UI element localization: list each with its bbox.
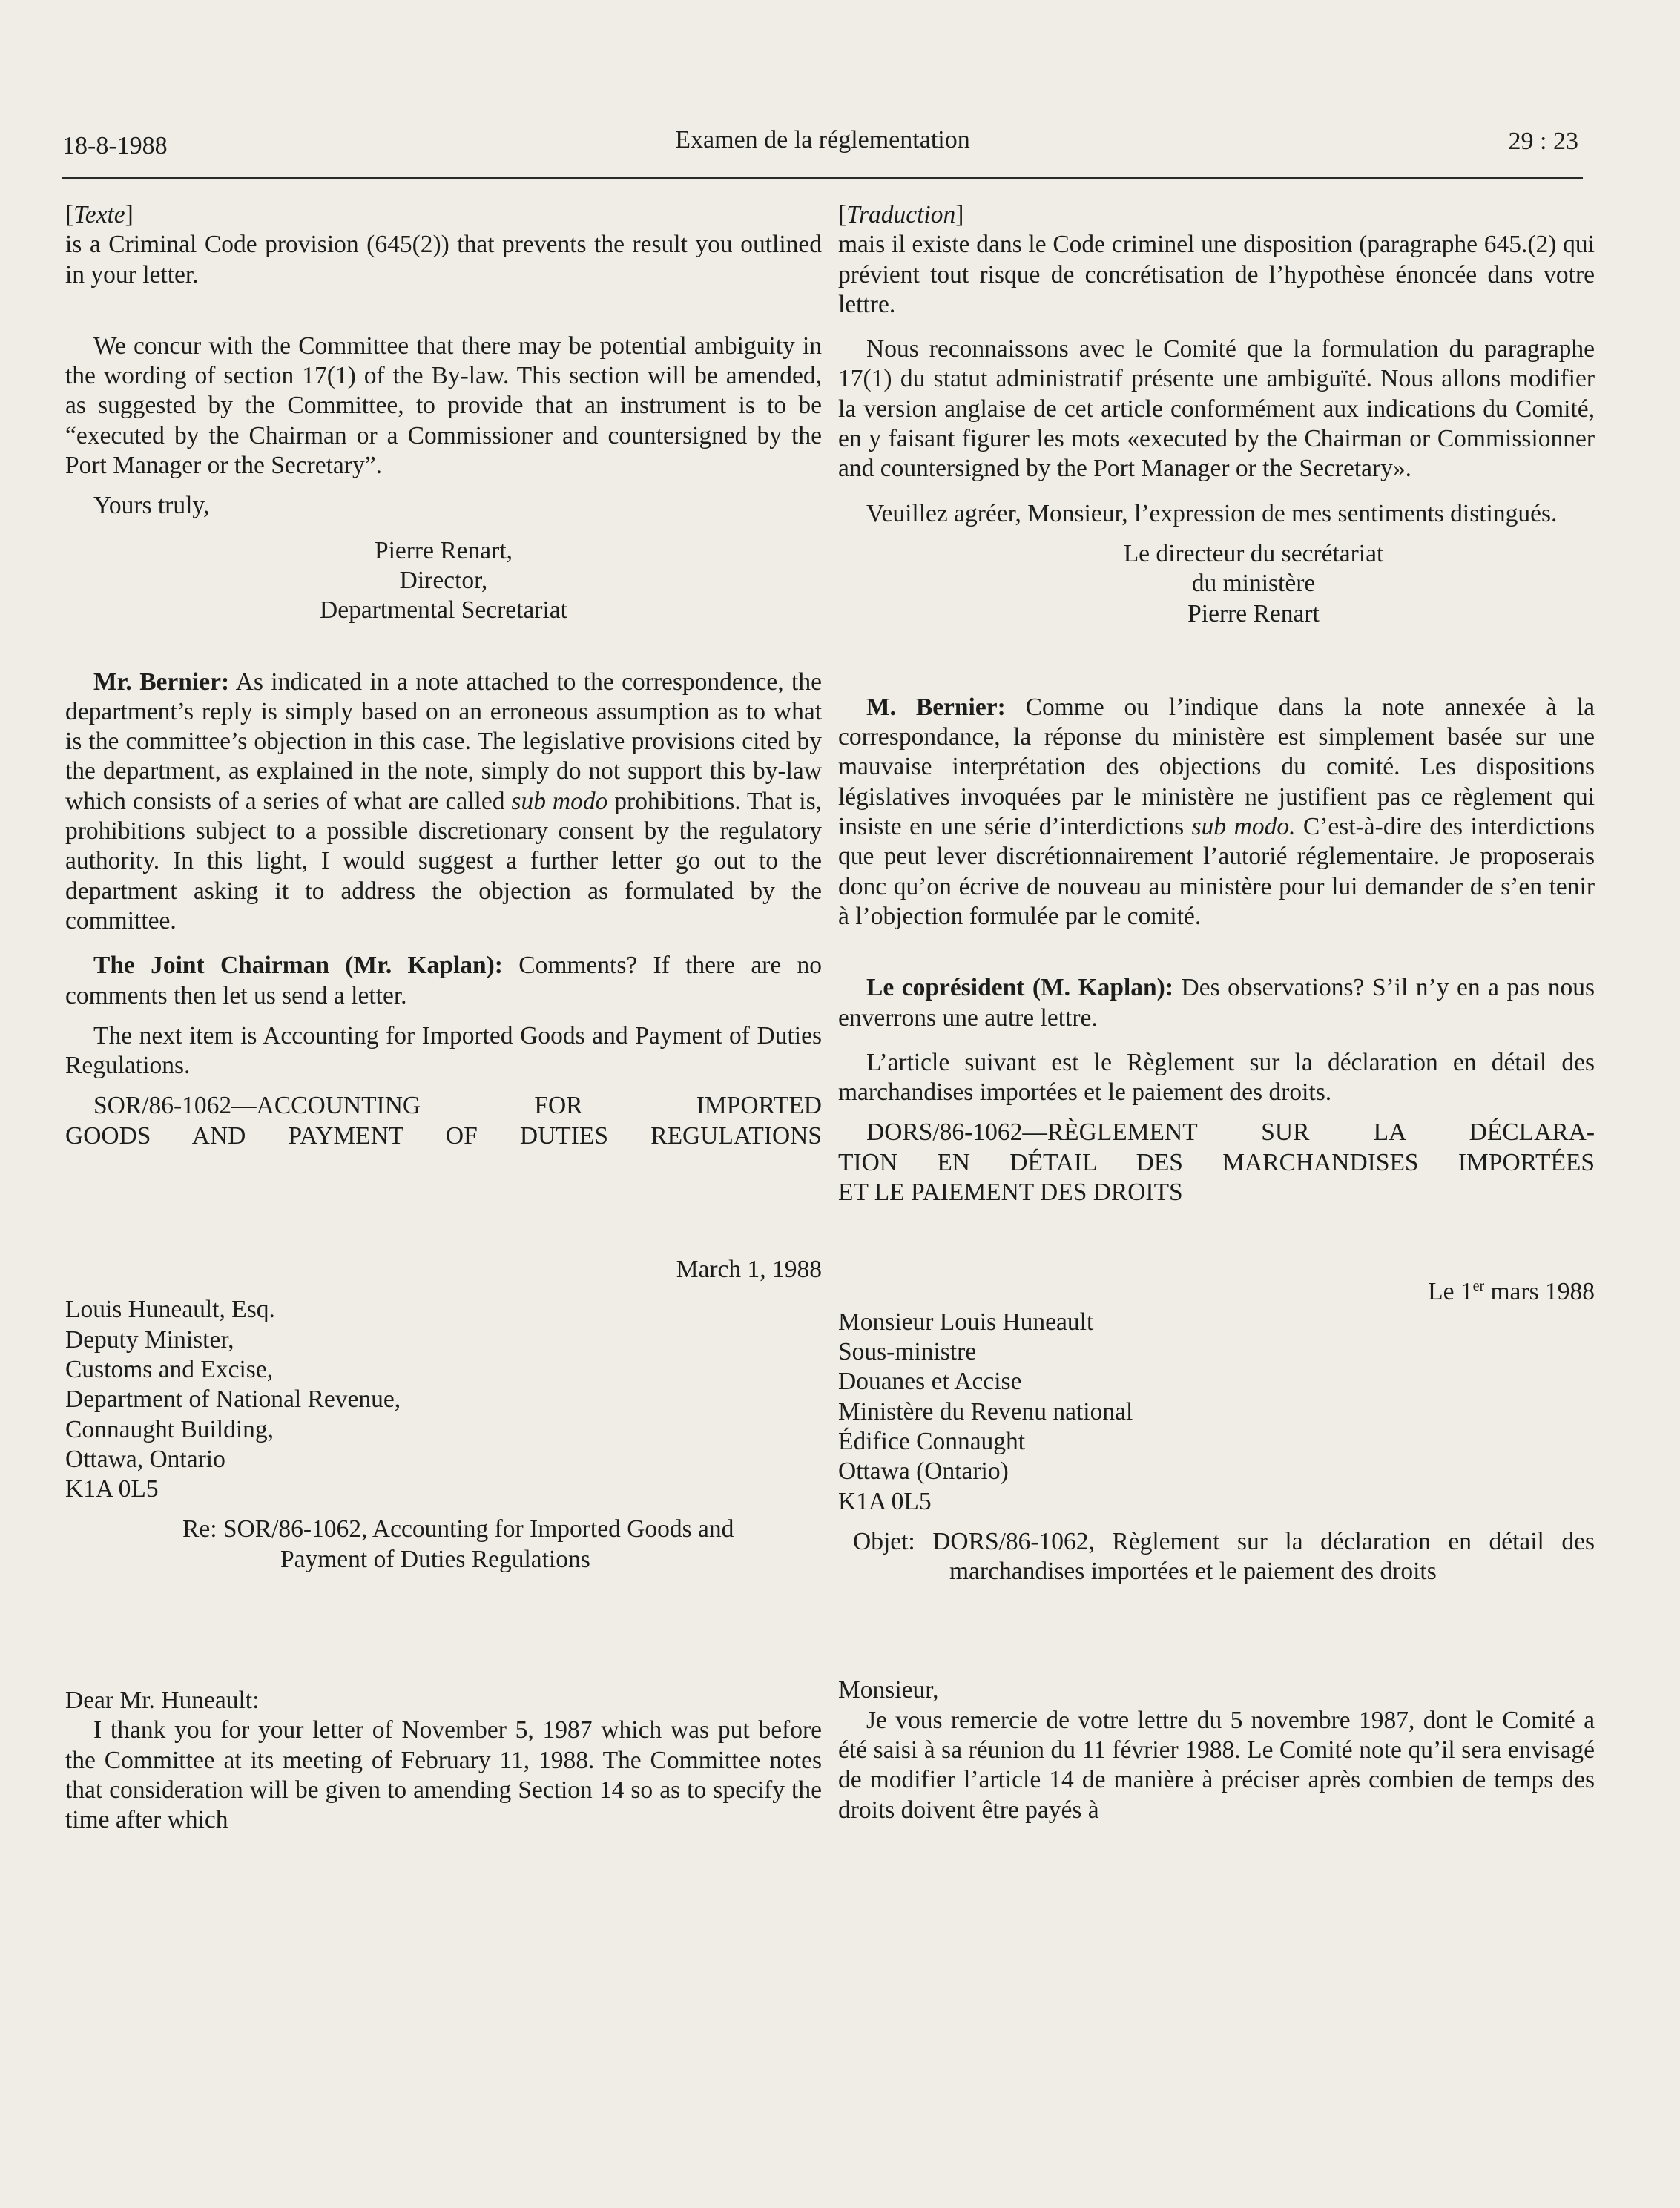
header-title: Examen de la réglementation — [675, 126, 970, 154]
address-line: Ottawa, Ontario — [65, 1445, 225, 1473]
address-line: Deputy Minister, — [65, 1325, 234, 1354]
address-line: Douanes et Accise — [838, 1368, 1022, 1396]
header-date: 18-8-1988 — [62, 132, 168, 159]
signature-department: Departmental Secretariat — [320, 596, 567, 624]
speaker-paragraph: M. Bernier: Comme ou l’indique dans la note annexée à la correspondance, la réponse du ministère est simplement basée sur une mauvaise interprétation des objections du comité. Les dispositions législatives invoquées par le ministère ne justifient pas ce règlement qui insiste en une série d’interdictions sub modo. C’est-à-dire des interdictions que peut lever discrétionnairement l’autorié réglementaire. Je proposerais donc qu’on écrive de nouveau au ministère pour lui demander de s’en tenir à l’objection formulée par le comité. — [838, 693, 1595, 930]
address-line: Customs and Excise, — [65, 1355, 274, 1383]
speaker-name: Mr. Bernier: — [93, 668, 230, 696]
address-block — [838, 1308, 1595, 1517]
paragraph: We concur with the Committee that there may be potential ambiguity in the wording of section 17(1) of the By-law. This section will be amended, as suggested by the Committee, to provide that an instrument is to be “executed by the Chairman or a Commissioner and countersigned by the Port Manager or the Secretary”. — [65, 332, 822, 480]
signature-title: Director, — [399, 566, 488, 594]
signature-name: Pierre Renart, — [374, 536, 513, 564]
paragraph: I thank you for your letter of November 5, 1987 which was put before the Committee at its meeting of February 11, 1988. The Committee notes that consideration will be given to amending Section 14 so as to specify the time after which — [65, 1716, 822, 1834]
paragraph: Je vous remercie de votre lettre du 5 novembre 1987, dont le Comité a été saisi à sa réunion du 11 février 1988. Le Comité note qu’il sera envisagé de modifier l’article 14 de manière à préciser après combien de temps des droits doivent être payés à — [838, 1706, 1595, 1824]
address-line: Ministère du Revenu national — [838, 1397, 1133, 1426]
section-title: DORS/86-1062—RÈGLEMENT SUR LA DÉCLARA- — [866, 1118, 1595, 1147]
salutation: Dear Mr. Huneault: — [65, 1686, 260, 1714]
address-line: Ottawa (Ontario) — [838, 1457, 1009, 1486]
address-line: Édifice Connaught — [838, 1427, 1026, 1455]
signature-name: Pierre Renart — [1187, 599, 1320, 627]
section-title: ET LE PAIEMENT DES DROITS — [838, 1179, 1183, 1207]
address-line: Department of National Revenue, — [65, 1385, 401, 1414]
address-line: K1A 0L5 — [65, 1475, 159, 1503]
section-title: TION EN DÉTAIL DES MARCHANDISES IMPORTÉES — [838, 1148, 1595, 1176]
paragraph: is a Criminal Code provision (645(2)) that prevents the result you outlined in your letter. — [65, 231, 822, 289]
french-column — [838, 200, 1595, 2143]
english-column — [65, 200, 822, 2143]
signature-title: Le directeur du secrétariat — [1123, 539, 1384, 567]
address-line: Louis Huneault, Esq. — [65, 1296, 275, 1324]
letter-closing: Yours truly, — [93, 492, 210, 520]
address-line: K1A 0L5 — [838, 1487, 932, 1515]
section-title: GOODS AND PAYMENT OF DUTIES REGULATIONS — [65, 1121, 822, 1150]
address-line: Connaught Building, — [65, 1415, 274, 1443]
speaker-paragraph: Le coprésident (M. Kaplan): Des observations? S’il n’y en a pas nous enverrons une autre lettre. — [838, 974, 1595, 1032]
address-block — [65, 1295, 822, 1504]
text-tag: [Texte] — [65, 201, 134, 228]
paragraph: Veuillez agréer, Monsieur, l’expression de mes sentiments distingués. — [866, 499, 1558, 527]
signature-department: du ministère — [1191, 570, 1316, 598]
section-title: SOR/86-1062—ACCOUNTING FOR IMPORTED — [93, 1092, 822, 1120]
speaker-name: M. Bernier: — [866, 693, 1006, 721]
paragraph: Nous reconnaissons avec le Comité que la formulation du paragraphe 17(1) du statut administratif présente une ambiguïté. Nous allons modifier la version anglaise de cet article conformément aux indications du Comité, en y faisant figurer les mots «executed by the Chairman or Commissionner and countersigned by the Port Manager or the Secretary». — [838, 335, 1595, 483]
speaker-paragraph: The Joint Chairman (Mr. Kaplan): Comments? If there are no comments then let us send a letter. — [65, 952, 822, 1009]
address-line: Sous-ministre — [838, 1338, 977, 1366]
salutation: Monsieur, — [838, 1676, 939, 1704]
address-line: Monsieur Louis Huneault — [838, 1308, 1094, 1336]
paragraph: L’article suivant est le Règlement sur la déclaration en détail des marchandises importées et le paiement des droits. — [838, 1048, 1595, 1107]
page-header — [62, 125, 1583, 179]
speaker-name: The Joint Chairman (Mr. Kaplan): — [93, 952, 503, 980]
paragraph: mais il existe dans le Code criminel une disposition (paragraphe 645.(2) qui prévient tout risque de concrétisation de l’hypothèse énoncée dans votre lettre. — [838, 231, 1595, 318]
paragraph: The next item is Accounting for Imported Goods and Payment of Duties Regulations. — [65, 1021, 822, 1080]
letter-date: Le 1er mars 1988 — [1428, 1278, 1595, 1306]
speaker-paragraph: Mr. Bernier: As indicated in a note attached to the correspondence, the department’s reply is simply based on an erroneous assumption as to what is the committee’s objection in this case. The legislative provisions cited by the department, as explained in the note, simply do not support this by-law which consists of a series of what are called sub modo prohibitions. That is, prohibitions subject to a possible discretionary consent by the regulatory authority. In this light, I would suggest a further letter go out to the department asking it to address the objection as formulated by the committee. — [65, 668, 822, 935]
header-page-number: 29 : 23 — [1508, 128, 1578, 155]
text-tag: [Traduction] — [838, 201, 964, 228]
letter-subject: Objet: DORS/86-1062, Règlement sur la déclaration en détail des marchandises importées et le paiement des droits — [853, 1527, 1595, 1586]
speaker-name: Le coprésident (M. Kaplan): — [866, 974, 1173, 1002]
letter-date: March 1, 1988 — [676, 1256, 822, 1284]
letter-subject: Re: SOR/86-1062, Accounting for Imported Goods and Payment of Duties Regulations — [182, 1515, 734, 1573]
